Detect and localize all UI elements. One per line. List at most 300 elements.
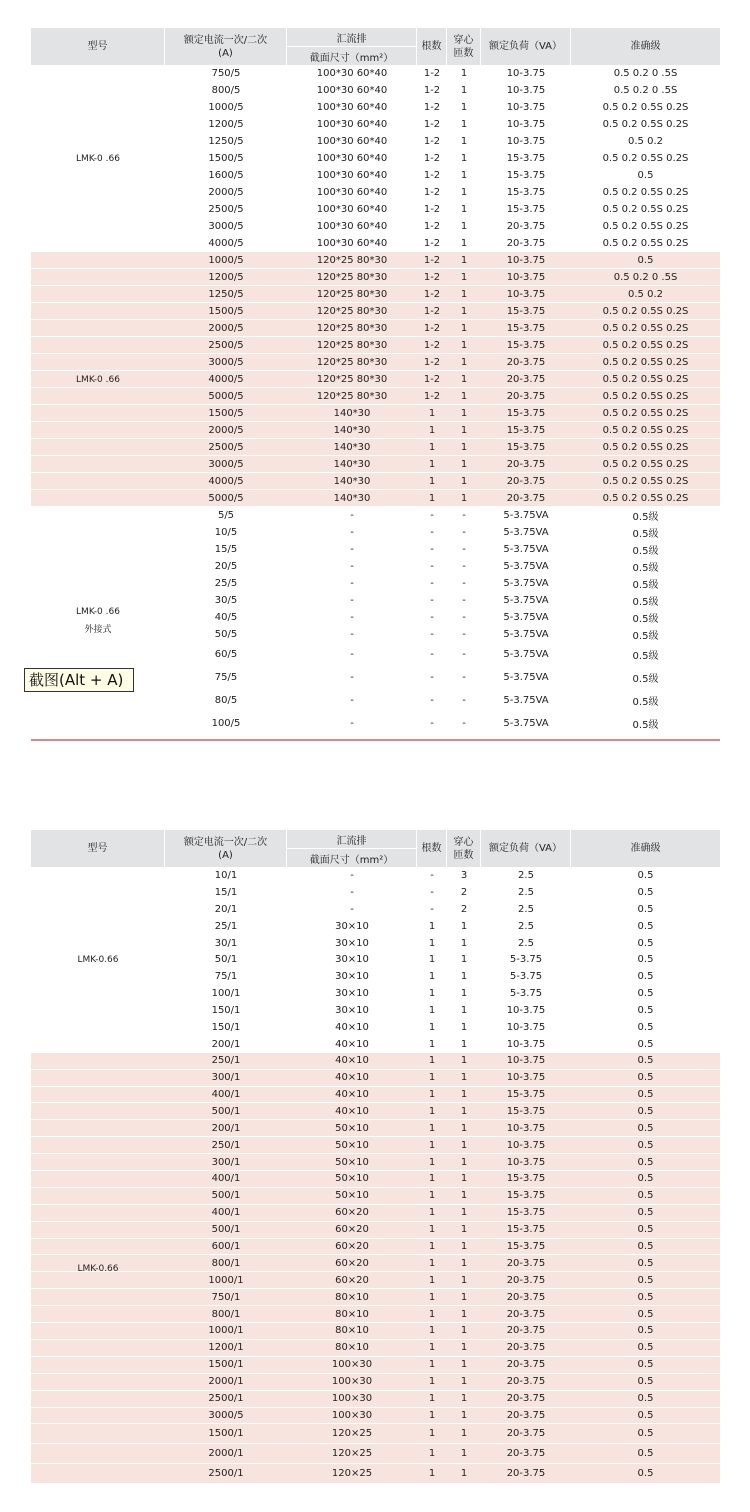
table-row (31, 626, 720, 643)
model-group (31, 507, 720, 735)
busbar-cell: 60×20 (335, 1274, 369, 1286)
load-cell: 5-3.75 (509, 954, 543, 966)
count-cell: 1 (428, 458, 436, 470)
busbar-cell: - (350, 629, 354, 640)
turns-cell: 1 (460, 339, 468, 351)
turns-cell: 1 (460, 305, 468, 317)
turns-cell: 1 (460, 288, 468, 300)
header-busbar (287, 830, 417, 867)
count-cell: 1-2 (423, 322, 441, 334)
turns-cell: - (462, 612, 466, 623)
table-header (31, 28, 720, 65)
current-cell: 20/1 (214, 903, 238, 915)
turns-cell: 1 (460, 238, 468, 249)
accuracy-cell: 0.5 (637, 1359, 654, 1371)
table-row (31, 1289, 720, 1306)
accuracy-cell: 0.5 0.2 0 .5S (613, 85, 678, 96)
load-cell: 20-3.75 (506, 1291, 546, 1303)
model-label: LMK-0 .66 (76, 374, 120, 385)
turns-cell: 1 (460, 971, 468, 983)
count-cell: 1 (428, 971, 436, 983)
table-row (31, 1087, 720, 1104)
model-group (31, 65, 720, 252)
table-row (31, 712, 720, 735)
table-row (31, 269, 720, 286)
table-row (31, 218, 720, 235)
busbar-cell: 40×10 (335, 1089, 369, 1101)
turns-cell: 1 (460, 1428, 468, 1440)
current-cell: 5000/5 (208, 492, 244, 504)
current-cell: 300/1 (211, 1072, 241, 1084)
table-row (31, 1205, 720, 1222)
busbar-cell: 60×20 (335, 1224, 369, 1236)
load-cell: 10-3.75 (506, 1038, 546, 1050)
count-cell: 1 (428, 920, 436, 932)
load-cell: 10-3.75 (506, 68, 546, 79)
current-cell: 150/1 (211, 1005, 241, 1017)
table-row (31, 405, 720, 422)
count-cell: - (430, 561, 434, 572)
turns-cell: - (462, 578, 466, 589)
current-cell: 30/5 (214, 595, 238, 606)
current-cell: 10/1 (214, 869, 238, 881)
current-cell: 400/1 (211, 1089, 241, 1101)
count-cell: - (430, 595, 434, 606)
accuracy-cell: 0.5 (637, 1156, 654, 1168)
turns-cell: 1 (460, 68, 468, 79)
busbar-cell: 100×30 (331, 1393, 373, 1405)
count-cell: 1 (428, 1122, 436, 1134)
load-cell: 10-3.75 (506, 136, 546, 147)
accuracy-cell: 0.5 0.2 0.5S 0.2S (602, 390, 689, 402)
load-cell: 20-3.75 (506, 238, 546, 249)
load-cell: 20-3.75 (506, 1428, 546, 1440)
turns-cell: 1 (460, 1342, 468, 1354)
count-cell: 1-2 (423, 288, 441, 300)
current-cell: 250/1 (211, 1055, 241, 1067)
accuracy-cell: 0.5 (637, 1291, 654, 1303)
current-cell: 200/1 (211, 1038, 241, 1050)
load-cell: 20-3.75 (506, 1376, 546, 1388)
current-cell: 30/1 (214, 937, 238, 949)
turns-cell: 1 (460, 1274, 468, 1286)
busbar-cell: 80×10 (335, 1342, 369, 1354)
table-row (31, 150, 720, 167)
accuracy-cell: 0.5 (637, 886, 654, 898)
busbar-cell: 120*25 80*30 (316, 390, 388, 402)
accuracy-cell: 0.5 (637, 1468, 654, 1480)
busbar-cell: 120*25 80*30 (316, 254, 388, 266)
busbar-cell: 100*30 60*40 (316, 102, 388, 113)
busbar-cell: 100*30 60*40 (316, 221, 388, 232)
accuracy-cell: 0.5 0.2 0 .5S (613, 68, 678, 79)
load-cell: 20-3.75 (506, 1342, 546, 1354)
table-row (31, 609, 720, 626)
header-current-unit: (A) (218, 849, 233, 861)
accuracy-cell: 0.5 (637, 903, 654, 915)
current-cell: 1500/5 (208, 407, 244, 419)
busbar-cell: 140*30 (333, 424, 371, 436)
busbar-cell: 80×10 (335, 1291, 369, 1303)
count-cell: 1 (428, 1072, 436, 1084)
screenshot-tooltip: 截图(Alt + A) (24, 668, 134, 692)
count-cell: 1-2 (423, 271, 441, 283)
accuracy-cell: 0.5级 (632, 651, 659, 662)
table-row (31, 1036, 720, 1053)
busbar-cell: 60×20 (335, 1241, 369, 1253)
table-row (31, 1154, 720, 1171)
busbar-cell: 120*25 80*30 (316, 288, 388, 300)
accuracy-cell: 0.5 0.2 0.5S 0.2S (602, 305, 689, 317)
busbar-cell: 100*30 60*40 (316, 238, 388, 249)
current-cell: 2500/1 (208, 1468, 244, 1480)
turns-cell: 1 (460, 1055, 468, 1067)
turns-cell: 1 (460, 1257, 468, 1269)
current-cell: 1000/5 (208, 102, 244, 113)
model-group (31, 1053, 720, 1485)
accuracy-cell: 0.5 (637, 1089, 654, 1101)
count-cell: 1-2 (423, 373, 441, 385)
busbar-cell: 30×10 (335, 920, 369, 932)
accuracy-cell: 0.5级 (632, 631, 659, 642)
header-current (165, 830, 287, 867)
turns-cell: 1 (460, 1038, 468, 1050)
accuracy-cell: 0.5 (637, 1409, 654, 1421)
turns-cell: 1 (460, 954, 468, 966)
current-cell: 1250/5 (208, 288, 244, 300)
load-cell: 15-3.75 (506, 1224, 546, 1236)
header-load: 额定负荷（VA） (481, 28, 571, 65)
busbar-cell: 30×10 (335, 971, 369, 983)
accuracy-cell: 0.5 0.2 0.5S 0.2S (602, 119, 689, 130)
load-cell: 5-3.75VA (503, 672, 549, 683)
header-accuracy: 准确级 (630, 41, 661, 52)
count-cell: 1 (428, 475, 436, 487)
accuracy-cell: 0.5 0.2 0.5S 0.2S (602, 441, 689, 453)
turns-cell: - (462, 672, 466, 683)
busbar-cell: 50×10 (335, 1156, 369, 1168)
table-row (31, 337, 720, 354)
accuracy-cell: 0.5 (637, 1325, 654, 1337)
load-cell: 10-3.75 (506, 1021, 546, 1033)
load-cell: 10-3.75 (506, 1156, 546, 1168)
busbar-cell: 40×10 (335, 1055, 369, 1067)
load-cell: 20-3.75 (506, 373, 546, 385)
count-cell: 1 (428, 1409, 436, 1421)
table-row (31, 1306, 720, 1323)
turns-cell: 1 (460, 356, 468, 368)
load-cell: 20-3.75 (506, 356, 546, 368)
turns-cell: - (462, 544, 466, 555)
table-row (31, 666, 720, 689)
busbar-cell: 30×10 (335, 954, 369, 966)
model-group (31, 252, 720, 507)
busbar-cell: 50×10 (335, 1190, 369, 1202)
busbar-cell: 100×30 (331, 1409, 373, 1421)
load-cell: 15-3.75 (506, 1207, 546, 1219)
table-row (31, 1171, 720, 1188)
busbar-cell: - (350, 869, 354, 881)
count-cell: 1-2 (423, 170, 441, 181)
load-cell: 2.5 (518, 869, 534, 881)
table-row (31, 689, 720, 712)
header-busbar-size: 截面尺寸（mm²） (309, 52, 394, 64)
load-cell: 2.5 (518, 886, 534, 898)
table-row (31, 286, 720, 303)
accuracy-cell: 0.5 0.2 0.5S 0.2S (602, 153, 689, 164)
header-load: 额定负荷（VA） (481, 830, 571, 867)
accuracy-cell: 0.5 (637, 1393, 654, 1405)
table-row (31, 884, 720, 901)
current-cell: 1000/5 (208, 254, 244, 266)
header-count: 根数 (417, 28, 447, 65)
accuracy-cell: 0.5 (637, 1139, 654, 1151)
table-row (31, 1053, 720, 1070)
load-cell: 5-3.75VA (503, 527, 549, 538)
turns-cell: 2 (460, 903, 468, 915)
count-cell: 1-2 (423, 254, 441, 266)
busbar-cell: 40×10 (335, 1021, 369, 1033)
load-cell: 15-3.75 (506, 1190, 546, 1202)
load-cell: 20-3.75 (506, 1448, 546, 1460)
busbar-cell: 80×10 (335, 1325, 369, 1337)
table-row (31, 592, 720, 609)
busbar-cell: 100*30 60*40 (316, 153, 388, 164)
load-cell: 2.5 (518, 903, 534, 915)
current-cell: 1500/1 (208, 1359, 244, 1371)
table-row (31, 1374, 720, 1391)
busbar-cell: 120*25 80*30 (316, 373, 388, 385)
table-row (31, 1255, 720, 1272)
accuracy-cell: 0.5 (637, 869, 654, 881)
load-cell: 15-3.75 (506, 187, 546, 198)
current-cell: 2000/5 (208, 424, 244, 436)
current-cell: 4000/5 (208, 238, 244, 249)
accuracy-cell: 0.5 (637, 1428, 654, 1440)
current-cell: 750/1 (211, 1291, 241, 1303)
turns-cell: 1 (460, 322, 468, 334)
turns-cell: 1 (460, 475, 468, 487)
load-cell: 20-3.75 (506, 458, 546, 470)
count-cell: 1-2 (423, 68, 441, 79)
accuracy-cell: 0.5级 (632, 674, 659, 685)
count-cell: 1 (428, 1325, 436, 1337)
accuracy-cell: 0.5 0.2 0.5S 0.2S (602, 187, 689, 198)
count-cell: 1 (428, 1291, 436, 1303)
busbar-cell: 30×10 (335, 988, 369, 1000)
accuracy-cell: 0.5 (637, 1005, 654, 1017)
header-current-label: 额定电流一次/二次 (183, 836, 268, 848)
busbar-cell: 120×25 (331, 1468, 373, 1480)
model-label: LMK-0.66 (77, 954, 119, 965)
table-row (31, 1323, 720, 1340)
accuracy-cell: 0.5 0.2 0.5S 0.2S (602, 322, 689, 334)
count-cell: 1 (428, 1207, 436, 1219)
count-cell: 1 (428, 937, 436, 949)
turns-cell: 1 (460, 1409, 468, 1421)
count-cell: 1 (428, 1342, 436, 1354)
count-cell: - (430, 629, 434, 640)
busbar-cell: 50×10 (335, 1139, 369, 1151)
count-cell: 1 (428, 1359, 436, 1371)
busbar-cell: 40×10 (335, 1105, 369, 1117)
turns-cell: 1 (460, 119, 468, 130)
current-cell: 25/1 (214, 920, 238, 932)
count-cell: 1 (428, 1308, 436, 1320)
load-cell: 10-3.75 (506, 1005, 546, 1017)
current-cell: 800/5 (211, 85, 241, 96)
table-row (31, 354, 720, 371)
accuracy-cell: 0.5 (637, 1055, 654, 1067)
accuracy-cell: 0.5 (637, 1207, 654, 1219)
busbar-cell: 60×20 (335, 1257, 369, 1269)
load-cell: 10-3.75 (506, 254, 546, 266)
current-cell: 300/1 (211, 1156, 241, 1168)
current-cell: 20/5 (214, 561, 238, 572)
load-cell: 15-3.75 (506, 204, 546, 215)
header-busbar (287, 28, 417, 65)
turns-cell: 1 (460, 1376, 468, 1388)
count-cell: 1 (428, 1257, 436, 1269)
turns-cell: - (462, 629, 466, 640)
accuracy-cell: 0.5 (637, 1122, 654, 1134)
table-row (31, 1340, 720, 1357)
accuracy-cell: 0.5 (637, 1173, 654, 1185)
count-cell: 1-2 (423, 204, 441, 215)
table-row (31, 524, 720, 541)
accuracy-cell: 0.5 (637, 1274, 654, 1286)
load-cell: 5-3.75VA (503, 718, 549, 729)
busbar-cell: 140*30 (333, 492, 371, 504)
table-row (31, 116, 720, 133)
load-cell: 10-3.75 (506, 271, 546, 283)
load-cell: 15-3.75 (506, 322, 546, 334)
load-cell: 20-3.75 (506, 390, 546, 402)
current-cell: 2000/1 (208, 1448, 244, 1460)
header-model: 型号 (31, 830, 165, 867)
header-accuracy: 准确级 (630, 843, 661, 854)
table-row (31, 575, 720, 592)
current-cell: 400/1 (211, 1207, 241, 1219)
load-cell: 15-3.75 (506, 441, 546, 453)
current-cell: 3000/5 (208, 356, 244, 368)
turns-cell: 2 (460, 886, 468, 898)
table-row (31, 422, 720, 439)
count-cell: 1 (428, 1190, 436, 1202)
turns-cell: - (462, 695, 466, 706)
count-cell: 1-2 (423, 305, 441, 317)
count-cell: 1 (428, 424, 436, 436)
current-cell: 50/1 (214, 954, 238, 966)
count-cell: 1-2 (423, 136, 441, 147)
turns-cell: 1 (460, 1359, 468, 1371)
table-row (31, 1464, 720, 1484)
load-cell: 15-3.75 (506, 1105, 546, 1117)
header-current-label: 额定电流一次/二次 (183, 34, 268, 46)
count-cell: 1 (428, 1005, 436, 1017)
busbar-cell: 40×10 (335, 1038, 369, 1050)
load-cell: 10-3.75 (506, 1122, 546, 1134)
turns-cell: - (462, 718, 466, 729)
current-cell: 2500/5 (208, 204, 244, 215)
busbar-cell: - (350, 561, 354, 572)
accuracy-cell: 0.5 (637, 254, 654, 266)
model-group (31, 867, 720, 1053)
turns-cell: 1 (460, 1448, 468, 1460)
accuracy-cell: 0.5 (637, 1038, 654, 1050)
header-current-unit: (A) (218, 47, 233, 59)
accuracy-cell: 0.5 0.2 0.5S 0.2S (602, 238, 689, 249)
load-cell: 15-3.75 (506, 424, 546, 436)
table-row (31, 65, 720, 82)
table-body (31, 65, 720, 735)
accuracy-cell: 0.5级 (632, 563, 659, 574)
turns-cell: 1 (460, 1241, 468, 1253)
count-cell: 1 (428, 407, 436, 419)
header-turns-top: 穿心 (453, 34, 474, 46)
current-cell: 800/1 (211, 1308, 241, 1320)
accuracy-cell: 0.5 0.2 0.5S 0.2S (602, 339, 689, 351)
busbar-cell: - (350, 544, 354, 555)
turns-cell: - (462, 510, 466, 521)
count-cell: 1 (428, 1468, 436, 1480)
current-cell: 1600/5 (208, 170, 244, 181)
count-cell: 1-2 (423, 85, 441, 96)
current-cell: 5000/5 (208, 390, 244, 402)
turns-cell: 1 (460, 153, 468, 164)
load-cell: 20-3.75 (506, 1409, 546, 1421)
accuracy-cell: 0.5 (637, 1021, 654, 1033)
accuracy-cell: 0.5 (637, 971, 654, 983)
busbar-cell: 60×20 (335, 1207, 369, 1219)
busbar-cell: 120*25 80*30 (316, 356, 388, 368)
busbar-cell: 120×25 (331, 1428, 373, 1440)
count-cell: - (430, 612, 434, 623)
load-cell: 20-3.75 (506, 1393, 546, 1405)
turns-cell: 1 (460, 254, 468, 266)
accuracy-cell: 0.5 0.2 0.5S 0.2S (602, 424, 689, 436)
header-current (165, 28, 287, 65)
table-row (31, 1408, 720, 1425)
turns-cell: 1 (460, 441, 468, 453)
table-row (31, 1222, 720, 1239)
load-cell: 10-3.75 (506, 1139, 546, 1151)
model-label: LMK-0 .66 (76, 153, 120, 164)
header-turns-bottom: 匝数 (453, 47, 474, 59)
load-cell: 5-3.75VA (503, 695, 549, 706)
turns-cell: 1 (460, 1122, 468, 1134)
busbar-cell: - (350, 903, 354, 915)
count-cell: 1 (428, 492, 436, 504)
busbar-cell: 30×10 (335, 1005, 369, 1017)
current-cell: 2000/5 (208, 187, 244, 198)
current-cell: 2000/1 (208, 1376, 244, 1388)
turns-cell: - (462, 649, 466, 660)
count-cell: 1-2 (423, 153, 441, 164)
count-cell: 1 (428, 954, 436, 966)
table-row (31, 1188, 720, 1205)
count-cell: - (430, 903, 434, 915)
turns-cell: 1 (460, 1139, 468, 1151)
count-cell: 1 (428, 1376, 436, 1388)
accuracy-cell: 0.5 (637, 1241, 654, 1253)
busbar-cell: 120×25 (331, 1448, 373, 1460)
accuracy-cell: 0.5 (637, 1308, 654, 1320)
load-cell: 5-3.75VA (503, 612, 549, 623)
current-cell: 5/5 (217, 510, 235, 521)
busbar-cell: 100*30 60*40 (316, 85, 388, 96)
table-header (31, 830, 720, 867)
